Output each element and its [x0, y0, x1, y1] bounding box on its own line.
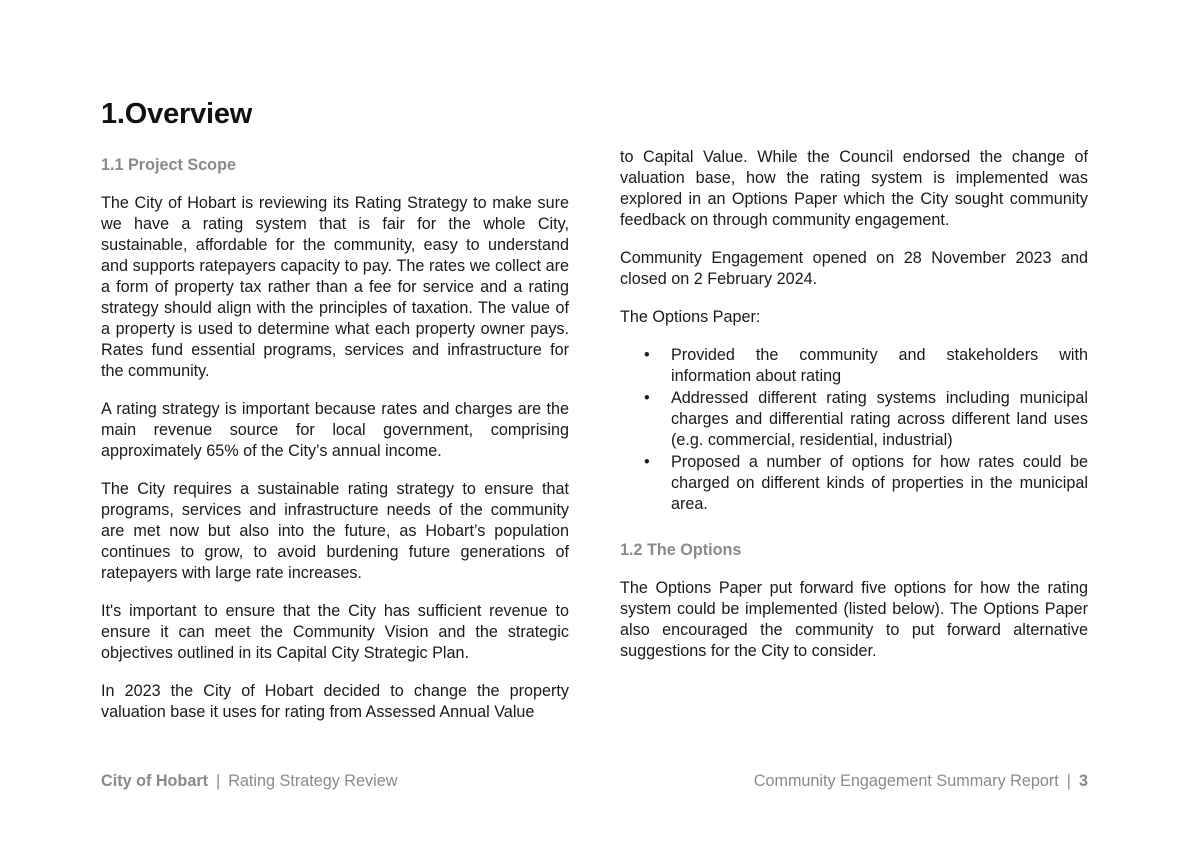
page-number: 3	[1078, 772, 1088, 790]
paragraph: to Capital Value. While the Council endorsed the change of valuation base, how the rating system is implemented was explored in an Options Paper which the City sought community feedback on through community engagement.	[620, 148, 1088, 229]
paragraph: It's important to ensure that the City has sufficient revenue to ensure it can meet the Community Vision and the strategic objectives outlined in its Capital City Strategic Plan.	[101, 602, 569, 662]
paragraph: Community Engagement opened on 28 November 2023 and closed on 2 February 2024.	[620, 249, 1088, 288]
list-item	[620, 345, 1088, 387]
paragraph: A rating strategy is important because rates and charges are the main revenue source for local government, comprising approximately 65% of the City’s annual income.	[101, 400, 569, 460]
footer-separator: |	[1066, 772, 1071, 790]
paragraph: In 2023 the City of Hobart decided to change the property valuation base it uses for rating from Assessed Annual Value	[101, 682, 569, 721]
right-column	[620, 147, 1088, 679]
footer-organisation: City of Hobart	[101, 772, 209, 790]
paragraph: The Options Paper:	[620, 308, 761, 326]
footer-document-title: Rating Strategy Review	[228, 772, 398, 790]
left-column	[101, 155, 569, 740]
footer-separator: |	[216, 772, 221, 790]
list-item	[620, 388, 1088, 451]
page-title: 1.Overview	[101, 98, 253, 130]
list-item-text: Addressed different rating systems including municipal charges and differential rating across different land uses (e.g. commercial, residential, industrial)	[671, 389, 1088, 449]
options-paper-bullet-list	[620, 345, 1088, 515]
list-item-text: Provided the community and stakeholders with information about rating	[671, 346, 1088, 385]
paragraph: The Options Paper put forward five options for how the rating system could be implemented (listed below). The Options Paper also encouraged the community to put forward alternative suggestions for the City to consider.	[620, 579, 1088, 660]
bullet-icon: •	[644, 389, 650, 407]
paragraph: The City of Hobart is reviewing its Rating Strategy to make sure we have a rating system that is fair for the whole City, sustainable, affordable for the community, easy to understand and supports ratepayers capacity to pay. The rates we collect are a form of property tax rather than a fee for service and a rating strategy should align with the principles of taxation. The value of a property is used to determine what each property owner pays. Rates fund essential programs, services and infrastructure for the community.	[101, 194, 569, 380]
list-item	[620, 452, 1088, 515]
list-item-text: Proposed a number of options for how rates could be charged on different kinds of properties in the municipal area.	[671, 453, 1088, 513]
footer-left	[101, 771, 397, 792]
footer-report-title: Community Engagement Summary Report	[753, 772, 1059, 790]
section-heading-project-scope: 1.1 Project Scope	[101, 156, 236, 174]
paragraph: The City requires a sustainable rating strategy to ensure that programs, services and infrastructure needs of the community are met now but also into the future, as Hobart’s population continues to grow, to avoid burdening future generations of ratepayers with large rate increases.	[101, 480, 569, 582]
footer-right	[754, 771, 1088, 792]
bullet-icon: •	[644, 346, 650, 364]
section-heading-the-options: 1.2 The Options	[620, 541, 742, 559]
bullet-icon: •	[644, 453, 650, 471]
